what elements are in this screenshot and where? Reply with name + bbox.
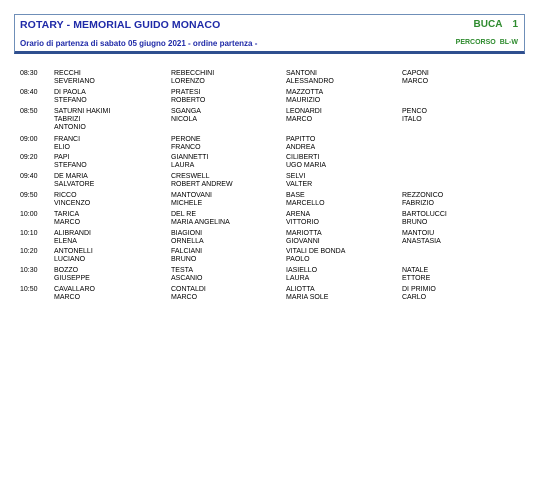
player-surname: BIAGIONI — [171, 229, 203, 237]
player-surname: PENCO — [402, 107, 427, 115]
player-entry — [171, 136, 281, 152]
player-surname: PRATESI — [171, 88, 201, 96]
player-entry — [402, 108, 512, 124]
tee-time-row — [20, 173, 520, 192]
player-surname: BASE — [286, 191, 305, 199]
player-name: ROBERTO — [171, 96, 206, 104]
player-entry — [54, 230, 164, 246]
player-name: STEFANO — [54, 162, 87, 170]
tee-time-row — [20, 154, 520, 173]
player-name: TABRIZI — [54, 115, 81, 123]
player-entry — [54, 173, 164, 189]
start-time: 08:40 — [20, 88, 38, 96]
player-name: MICHELE — [171, 199, 203, 207]
player-name: MARCO — [171, 293, 198, 301]
player-entry — [54, 286, 164, 302]
start-time: 08:30 — [20, 70, 38, 77]
player-surname: SELVI — [286, 173, 306, 181]
player-entry — [54, 192, 164, 208]
player-surname: REBECCHINI — [171, 70, 215, 77]
start-time: 08:50 — [20, 107, 38, 115]
player-entry — [54, 136, 164, 152]
player-entry — [286, 230, 396, 246]
player-surname: MARIOTTA — [286, 229, 322, 237]
tee-time-row — [20, 108, 520, 136]
hole-label: BUCA — [473, 19, 503, 30]
player-surname: ALIOTTA — [286, 285, 315, 293]
player-surname: IASIELLO — [286, 267, 318, 275]
player-name: LUCIANO — [54, 256, 86, 264]
player-surname: VITALI DE BONDA — [286, 248, 346, 256]
player-entry — [402, 192, 512, 208]
player-name: MAURIZIO — [286, 96, 321, 104]
player-entry — [171, 192, 281, 208]
player-name: PAOLO — [286, 256, 310, 264]
player-entry — [286, 248, 396, 264]
player-name: FABRIZIO — [402, 199, 434, 207]
player-entry — [171, 70, 281, 86]
player-entry — [54, 70, 164, 86]
player-name: ELENA — [54, 237, 77, 245]
player-name: UGO MARIA — [286, 162, 327, 170]
tee-time-row — [20, 211, 520, 230]
player-name: VINCENZO — [54, 199, 91, 207]
player-surname: FRANCI — [54, 135, 81, 143]
player-surname: NATALE — [402, 267, 429, 275]
start-time: 10:00 — [20, 210, 38, 218]
start-order-subtitle: Orario di partenza di sabato 05 giugno 2021 - ordine partenza - — [20, 39, 258, 48]
player-entry — [286, 154, 396, 170]
player-entry — [171, 230, 281, 246]
player-name: SEVERIANO — [54, 78, 95, 85]
hole-indicator — [474, 19, 518, 30]
tee-time-row — [20, 136, 520, 155]
player-surname: TARICA — [54, 210, 80, 218]
player-name: ITALO — [402, 115, 422, 123]
player-surname: MANTOIU — [402, 229, 435, 237]
player-name: LORENZO — [171, 78, 205, 85]
player-surname: CAVALLARO — [54, 285, 95, 293]
player-name: MARCO — [54, 218, 81, 226]
player-surname: CRESWELL — [171, 173, 210, 181]
player-entry — [54, 108, 164, 132]
player-name: ORNELLA — [171, 237, 204, 245]
player-name: MARCO — [402, 78, 429, 85]
player-entry — [286, 211, 396, 227]
player-surname: DEL RE — [171, 210, 197, 218]
player-entry — [54, 267, 164, 283]
player-name: GIOVANNI — [286, 237, 320, 245]
player-name: ALESSANDRO — [286, 78, 334, 85]
player-surname: BOZZO — [54, 267, 79, 275]
tee-time-row — [20, 286, 520, 305]
player-entry — [171, 211, 281, 227]
start-time: 10:20 — [20, 248, 38, 256]
player-name: MARIA ANGELINA — [171, 218, 230, 226]
player-name: MARCO — [54, 293, 81, 301]
player-surname: SATURNI HAKIMI — [54, 107, 111, 115]
course-value: BL-W — [499, 39, 518, 46]
start-time: 09:50 — [20, 191, 38, 199]
player-entry — [286, 192, 396, 208]
tee-time-row — [20, 192, 520, 211]
player-entry — [171, 108, 281, 124]
player-name: LAURA — [171, 162, 195, 170]
player-surname: SGANGA — [171, 107, 201, 115]
player-surname: GIANNETTI — [171, 154, 209, 162]
player-surname: CILIBERTI — [286, 154, 320, 162]
tee-times-list — [20, 70, 520, 305]
player-name: NICOLA — [171, 115, 198, 123]
start-time: 09:20 — [20, 154, 38, 162]
player-name: STEFANO — [54, 96, 87, 104]
player-entry — [286, 267, 396, 283]
tee-time-row — [20, 230, 520, 249]
player-surname: ANTONELLI — [54, 248, 93, 256]
player-surname: CAPONI — [402, 70, 429, 77]
player-entry — [402, 211, 512, 227]
player-entry — [171, 173, 281, 189]
player-name: ANDREA — [286, 143, 316, 151]
player-name: CARLO — [402, 293, 427, 301]
player-entry — [286, 286, 396, 302]
course-label: PERCORSO — [455, 39, 496, 46]
player-surname: DI PAOLA — [54, 88, 86, 96]
player-name: ANASTASIA — [402, 237, 441, 245]
player-surname: CONTALDI — [171, 285, 206, 293]
player-entry — [171, 286, 281, 302]
player-name: ROBERT ANDREW — [171, 181, 233, 189]
player-surname: DI PRIMIO — [402, 285, 436, 293]
start-time: 10:10 — [20, 229, 38, 237]
player-entry — [286, 173, 396, 189]
player-surname: MAZZOTTA — [286, 88, 324, 96]
player-extra: ANTONIO — [54, 123, 86, 131]
start-time: 10:50 — [20, 285, 38, 293]
player-name: BRUNO — [171, 256, 197, 264]
player-name: ETTORE — [402, 275, 431, 283]
player-name: ASCANIO — [171, 275, 203, 283]
player-surname: SANTONI — [286, 70, 317, 77]
player-name: MARIA SOLE — [286, 293, 329, 301]
player-surname: PAPI — [54, 154, 70, 162]
player-name: BRUNO — [402, 218, 428, 226]
start-time: 09:40 — [20, 173, 38, 181]
player-entry — [402, 267, 512, 283]
player-entry — [171, 154, 281, 170]
player-entry — [402, 286, 512, 302]
tee-time-row — [20, 89, 520, 108]
player-entry — [171, 267, 281, 283]
player-surname: PAPITTO — [286, 135, 316, 143]
player-entry — [286, 136, 396, 152]
player-entry — [286, 70, 396, 86]
player-surname: DE MARIA — [54, 173, 88, 181]
player-surname: MANTOVANI — [171, 191, 212, 199]
tee-time-row — [20, 70, 520, 89]
tee-time-row — [20, 248, 520, 267]
player-entry — [286, 108, 396, 124]
player-surname: TESTA — [171, 267, 194, 275]
player-entry — [286, 89, 396, 105]
player-surname: PERONE — [171, 135, 201, 143]
player-entry — [171, 89, 281, 105]
player-surname: LEONARDI — [286, 107, 322, 115]
player-surname: RECCHI — [54, 70, 81, 77]
player-surname: ARENA — [286, 210, 311, 218]
hole-number: 1 — [512, 19, 518, 30]
player-name: SALVATORE — [54, 181, 95, 189]
player-surname: REZZONICO — [402, 191, 444, 199]
tee-time-row — [20, 267, 520, 286]
player-name: LAURA — [286, 275, 310, 283]
player-entry — [171, 248, 281, 264]
player-surname: ALIBRANDI — [54, 229, 91, 237]
player-name: ELIO — [54, 143, 70, 151]
player-entry — [402, 230, 512, 246]
player-surname: BARTOLUCCI — [402, 210, 447, 218]
start-time: 10:30 — [20, 267, 38, 275]
player-name: FRANCO — [171, 143, 201, 151]
player-name: MARCO — [286, 115, 313, 123]
player-surname: RICCO — [54, 191, 77, 199]
player-name: VALTER — [286, 181, 313, 189]
player-entry — [54, 89, 164, 105]
player-entry — [54, 154, 164, 170]
player-surname: FALCIANI — [171, 248, 203, 256]
page-header — [14, 14, 525, 54]
player-entry — [402, 70, 512, 86]
player-entry — [54, 248, 164, 264]
course-indicator — [456, 39, 518, 46]
player-name: MARCELLO — [286, 199, 325, 207]
player-name: VITTORIO — [286, 218, 319, 226]
player-entry — [54, 211, 164, 227]
start-time: 09:00 — [20, 135, 38, 143]
competition-title: ROTARY - MEMORIAL GUIDO MONACO — [20, 19, 221, 31]
player-name: GIUSEPPE — [54, 275, 90, 283]
